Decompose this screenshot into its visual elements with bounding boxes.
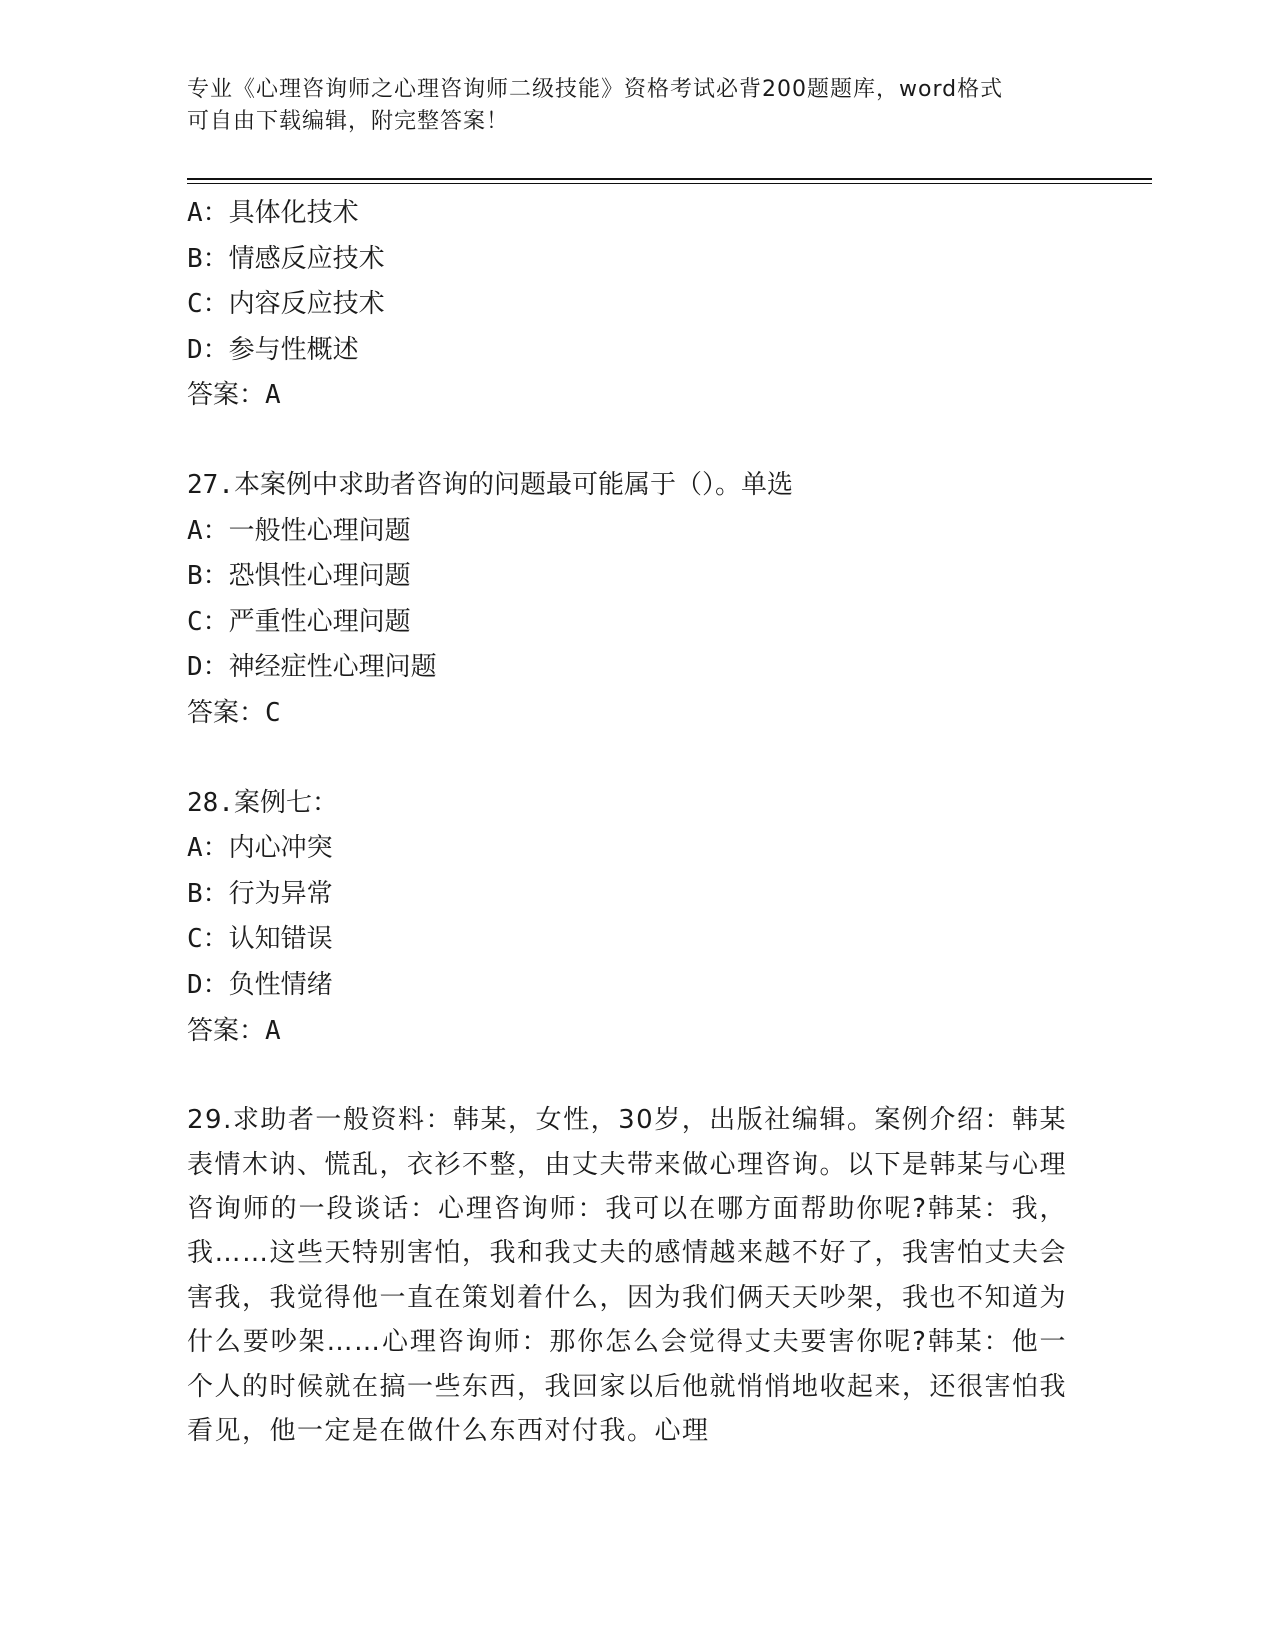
option-text: 内容反应技术: [228, 289, 385, 320]
answer-line: [187, 373, 1087, 419]
option-key: B：: [187, 561, 229, 592]
option-key: A：: [187, 198, 229, 228]
option-text: 参与性概述: [228, 334, 359, 365]
option-key: C：: [187, 924, 229, 955]
spacer: [187, 419, 1087, 463]
answer-value: C: [265, 697, 281, 728]
header-divider-thick: [187, 178, 1152, 180]
option-key: D：: [187, 652, 229, 683]
answer-label: 答案：: [187, 380, 266, 411]
option-text: 严重性心理问题: [228, 606, 411, 637]
option-text: 具体化技术: [228, 198, 359, 228]
header-line-2: 可自由下载编辑，附完整答案！: [187, 109, 510, 134]
answer-label: 答案：: [187, 1015, 266, 1046]
option-text: 行为异常: [228, 878, 333, 909]
option-key: C：: [187, 289, 229, 320]
question-text: 28.案例七：: [187, 787, 338, 818]
option-key: D：: [187, 969, 229, 1000]
spacer: [187, 1054, 1087, 1098]
option-text: 神经症性心理问题: [228, 652, 437, 683]
option-b: [187, 872, 1087, 918]
option-text: 负性情绪: [228, 969, 333, 1000]
option-a: [187, 191, 1087, 237]
answer-value: A: [265, 1015, 281, 1046]
option-d: [187, 963, 1087, 1009]
option-key: A：: [187, 833, 229, 864]
option-text: 内心冲突: [228, 833, 333, 864]
option-text: 认知错误: [228, 924, 333, 955]
option-b: [187, 554, 1087, 600]
option-d: [187, 645, 1087, 691]
option-text: 情感反应技术: [228, 243, 385, 274]
question-27-block: [187, 463, 1087, 737]
option-b: [187, 237, 1087, 283]
question-content: [187, 191, 1087, 1453]
option-c: [187, 600, 1087, 646]
answer-label: 答案：: [187, 697, 266, 728]
option-key: B：: [187, 243, 229, 274]
header-line-1: 专业《心理咨询师之心理咨询师二级技能》资格考试必背200题题库，word格式: [187, 77, 1004, 102]
option-key: C：: [187, 606, 229, 637]
option-a: [187, 509, 1087, 555]
answer-line: [187, 691, 1087, 737]
question-28-block: [187, 781, 1087, 1055]
question-text: 27.本案例中求助者咨询的问题最可能属于（）。单选: [187, 469, 793, 500]
spacer: [187, 737, 1087, 781]
document-header: [187, 74, 1067, 138]
option-c: [187, 917, 1087, 963]
option-key: A：: [187, 515, 229, 546]
option-text: 一般性心理问题: [228, 515, 411, 546]
header-divider-thin: [187, 183, 1152, 184]
option-text: 恐惧性心理问题: [228, 561, 411, 592]
question-text: 29.求助者一般资料：韩某，女性，30岁，出版社编辑。案例介绍：韩某表情木讷、慌乱，衣衫不整，由丈夫带来做心理咨询。以下是韩某与心理咨询师的一段谈话：心理咨询师：我可以在哪方面帮助你呢?韩某：我，我……这些天特别害怕，我和我丈夫的感情越来越不好了，我害怕丈夫会害我，我觉得他一直在策划着什么，因为我们俩天天吵架，我也不知道为什么要吵架……心理咨询师：那你怎么会觉得丈夫要害你呢?韩某：他一个人的时候就在搞一些东西，我回家以后他就悄悄地收起来，还很害怕我看见，他一定是在做什么东西对付我。心理: [187, 1105, 1068, 1446]
option-key: D：: [187, 334, 229, 365]
answer-value: A: [265, 380, 281, 411]
option-c: [187, 282, 1087, 328]
answer-line: [187, 1009, 1087, 1055]
question-29-block: [187, 1098, 1087, 1453]
option-a: [187, 826, 1087, 872]
option-key: B：: [187, 878, 229, 909]
option-d: [187, 328, 1087, 374]
question-26-block: [187, 191, 1087, 419]
